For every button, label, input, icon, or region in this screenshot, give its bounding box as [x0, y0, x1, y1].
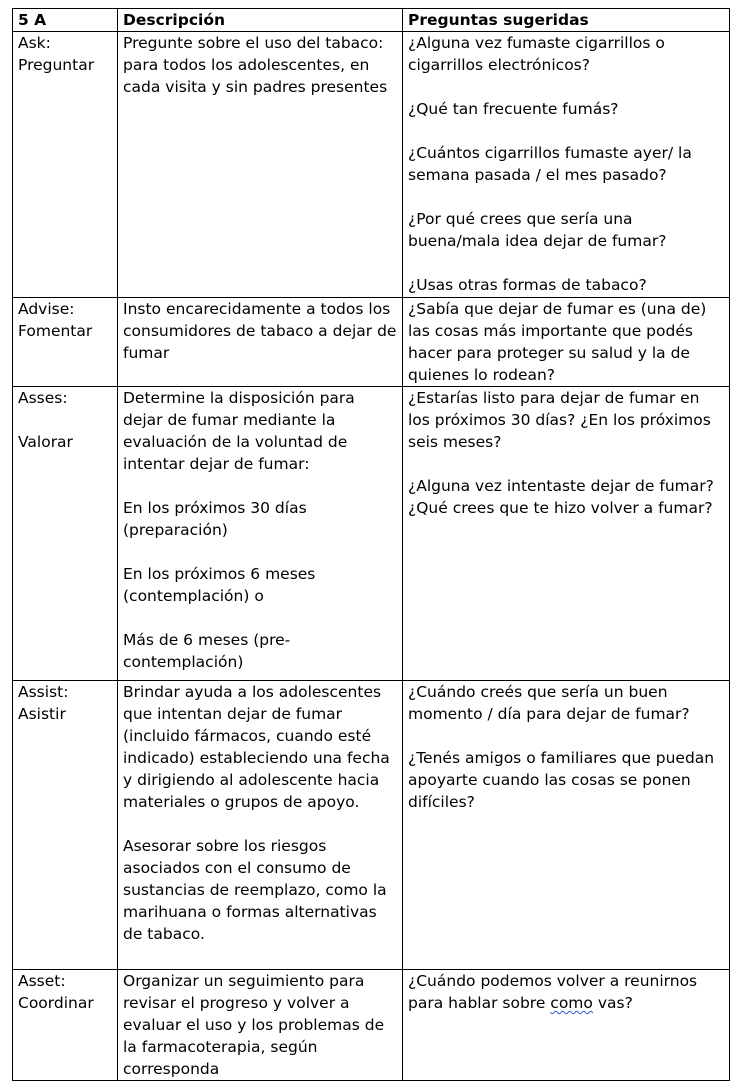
questions-cell: [403, 681, 730, 970]
step-translation: Asistir: [18, 705, 66, 723]
question-text: ¿Tenés amigos o familiares que puedan apoyarte cuando las cosas se ponen difíciles?: [408, 749, 715, 811]
description-cell: [118, 387, 403, 681]
step-cell: [13, 32, 118, 298]
question-text: ¿Alguna vez intentaste dejar de fumar? ¿Qué crees que te hizo volver a fumar?: [408, 477, 714, 517]
step-cell: [13, 681, 118, 970]
question-text-part: ¿Cuándo podemos volver a reunirnos para hablar sobre: [408, 972, 698, 1012]
step-translation: Preguntar: [18, 56, 95, 74]
header-descripcion: Descripción: [118, 9, 403, 32]
step-cell: [13, 387, 118, 681]
description-text: Más de 6 meses (pre-contemplación): [123, 631, 291, 671]
questions-cell: [403, 298, 730, 387]
header-5a: 5 A: [13, 9, 118, 32]
table-row-assist: [13, 681, 730, 970]
table-row-asses: [13, 387, 730, 681]
table-row-ask: [13, 32, 730, 298]
step-translation: Fomentar: [18, 322, 93, 340]
questions-cell: [403, 970, 730, 1081]
spellcheck-underlined-word: como: [550, 994, 593, 1012]
step-label: Advise:: [18, 300, 75, 318]
step-translation: Coordinar: [18, 994, 94, 1012]
question-text: ¿Qué tan frecuente fumás?: [408, 100, 619, 118]
step-cell: [13, 970, 118, 1081]
five-a-table-container: [12, 8, 730, 1081]
description-text: Asesorar sobre los riesgos asociados con el consumo de sustancias de reemplazo, como la marihuana o formas alternativas de tabaco.: [123, 837, 387, 943]
description-text: Organizar un seguimiento para revisar el progreso y volver a evaluar el uso y los problemas de la farmacoterapia, según corresponda: [123, 972, 385, 1078]
question-text: ¿Cuándo creés que sería un buen momento / día para dejar de fumar?: [408, 683, 690, 723]
question-text: ¿Alguna vez fumaste cigarrillos o cigarrillos electrónicos?: [408, 34, 665, 74]
question-text: [408, 970, 725, 1014]
description-cell: [118, 970, 403, 1081]
description-text: En los próximos 6 meses (contemplación) o: [123, 565, 316, 605]
step-cell: [13, 298, 118, 387]
description-cell: [118, 681, 403, 970]
step-label: Asset:: [18, 972, 66, 990]
description-cell: [118, 32, 403, 298]
description-text: Brindar ayuda a los adolescentes que intentan dejar de fumar (incluido fármacos, cuando esté indicado) estableciendo una fecha y dirigiendo al adolescente hacia materiales o grupos de apoyo.: [123, 683, 390, 811]
header-preguntas: Preguntas sugeridas: [403, 9, 730, 32]
step-label: Assist:: [18, 683, 69, 701]
question-text: ¿Cuántos cigarrillos fumaste ayer/ la semana pasada / el mes pasado?: [408, 144, 692, 184]
description-text: Determine la disposición para dejar de fumar mediante la evaluación de la voluntad de intentar dejar de fumar:: [123, 389, 355, 473]
table-row-advise: [13, 298, 730, 387]
step-label: Asses:: [18, 389, 68, 407]
questions-cell: [403, 387, 730, 681]
table-header-row: [13, 9, 730, 32]
description-text: Pregunte sobre el uso del tabaco: para todos los adolescentes, en cada visita y sin padres presentes: [123, 34, 388, 96]
step-translation: Valorar: [18, 433, 73, 451]
question-text-part: vas?: [592, 994, 633, 1012]
description-cell: [118, 298, 403, 387]
description-text: En los próximos 30 días (preparación): [123, 499, 307, 539]
question-text: ¿Por qué crees que sería una buena/mala idea dejar de fumar?: [408, 210, 667, 250]
description-text: Insto encarecidamente a todos los consumidores de tabaco a dejar de fumar: [123, 300, 397, 362]
step-label: Ask:: [18, 34, 51, 52]
question-text: ¿Sabía que dejar de fumar es (una de) las cosas más importante que podés hacer para proteger su salud y la de quienes lo rodean?: [408, 300, 707, 384]
five-a-table: [12, 8, 730, 1081]
questions-cell: [403, 32, 730, 298]
table-row-asset: [13, 970, 730, 1081]
question-text: ¿Estarías listo para dejar de fumar en los próximos 30 días? ¿En los próximos seis meses?: [408, 389, 711, 451]
question-text: ¿Usas otras formas de tabaco?: [408, 276, 647, 294]
